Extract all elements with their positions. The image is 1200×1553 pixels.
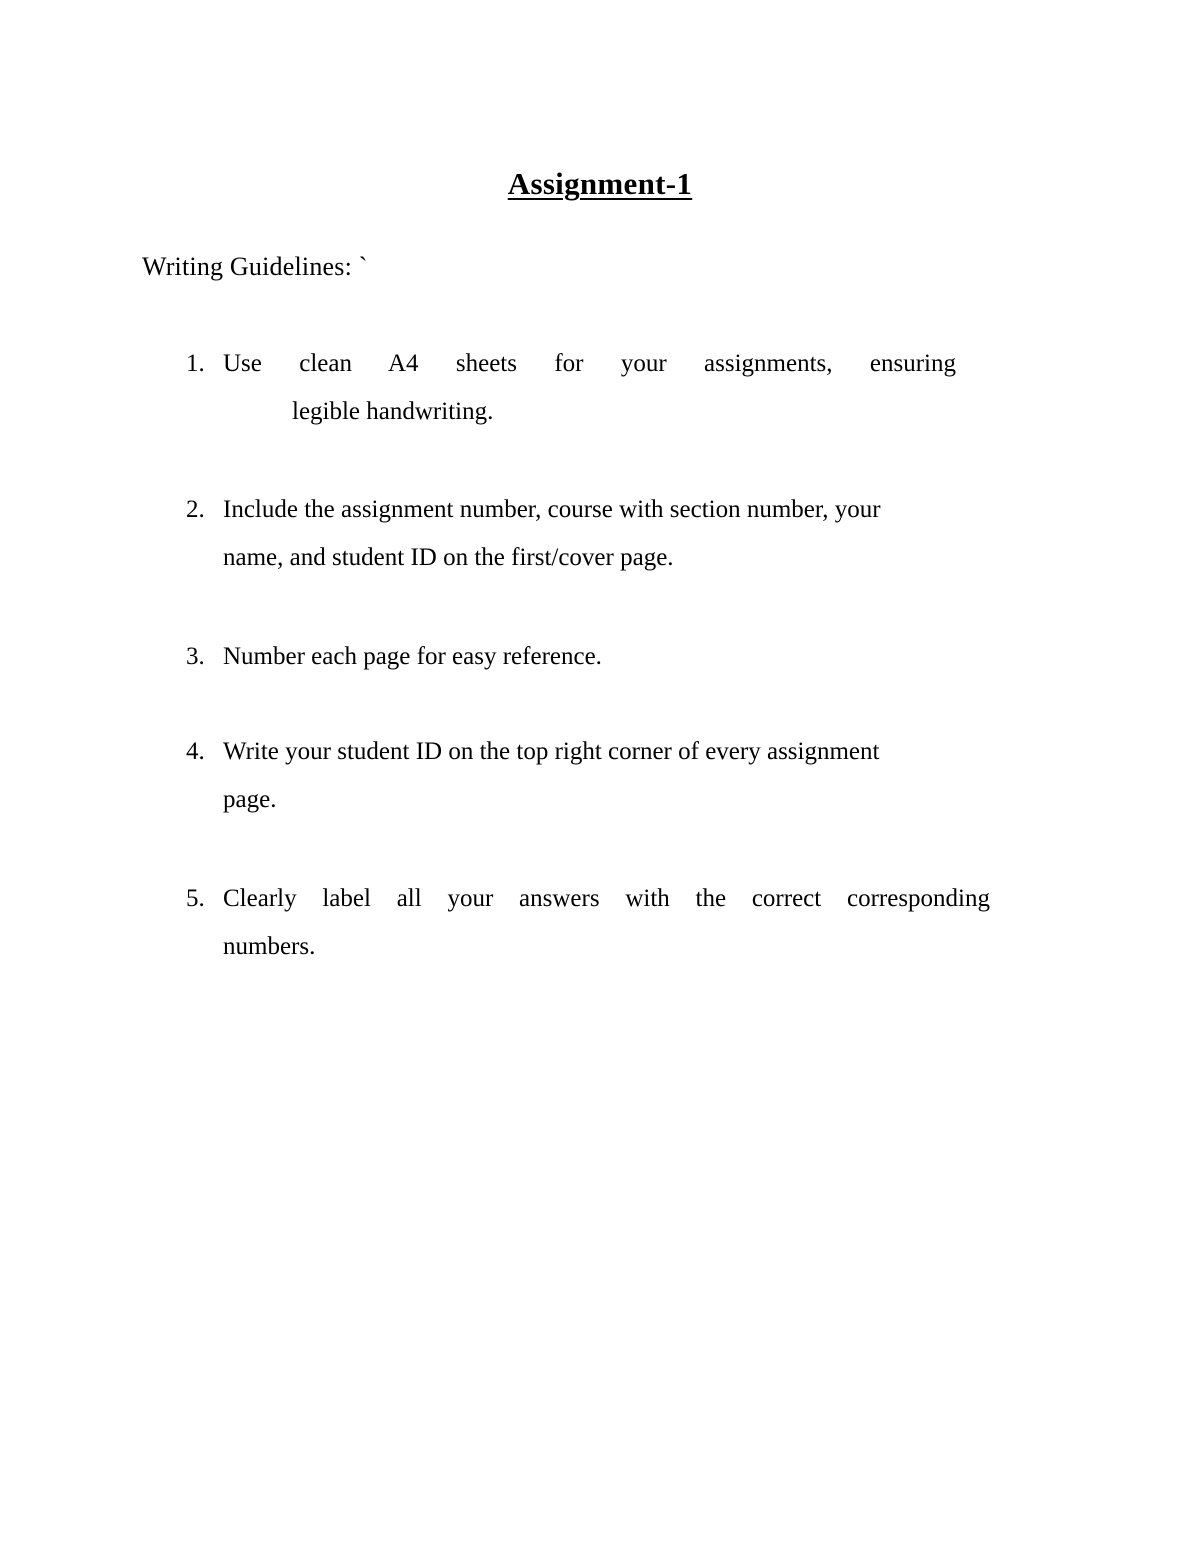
list-item-line: Use clean A4 sheets for your assignments, ensuring [223, 350, 956, 377]
subtitle-writing-guidelines: Writing Guidelines: ` [142, 252, 368, 281]
list-item-line: numbers. [223, 933, 316, 960]
list-item-number: 3. [186, 643, 205, 670]
list-item-line: name, and student ID on the first/cover page. [223, 544, 674, 571]
list-item-text [223, 486, 1012, 582]
list-item-line: Include the assignment number, course with section number, your [223, 496, 881, 523]
list-item-number: 2. [186, 496, 205, 523]
list-item-line: Clearly label all your answers with the correct corresponding [223, 885, 990, 912]
list-item-line: page. [223, 786, 277, 813]
list-item-number: 4. [186, 738, 205, 765]
list-item-text [223, 728, 1012, 824]
list-item [186, 728, 1012, 824]
list-item-text [223, 340, 956, 436]
list-item-text [223, 633, 1012, 681]
list-item-line: Number each page for easy reference. [223, 643, 602, 670]
list-item [186, 340, 956, 436]
list-item-line: Write your student ID on the top right corner of every assignment [223, 738, 880, 765]
list-item-line: legible handwriting. [292, 398, 494, 425]
list-item [186, 875, 990, 971]
list-item-number: 1. [186, 350, 205, 377]
list-item-text [223, 875, 990, 971]
page-title: Assignment-1 [507, 166, 693, 201]
list-item [186, 486, 1012, 582]
list-item [186, 633, 1012, 681]
list-item-number: 5. [186, 885, 205, 912]
